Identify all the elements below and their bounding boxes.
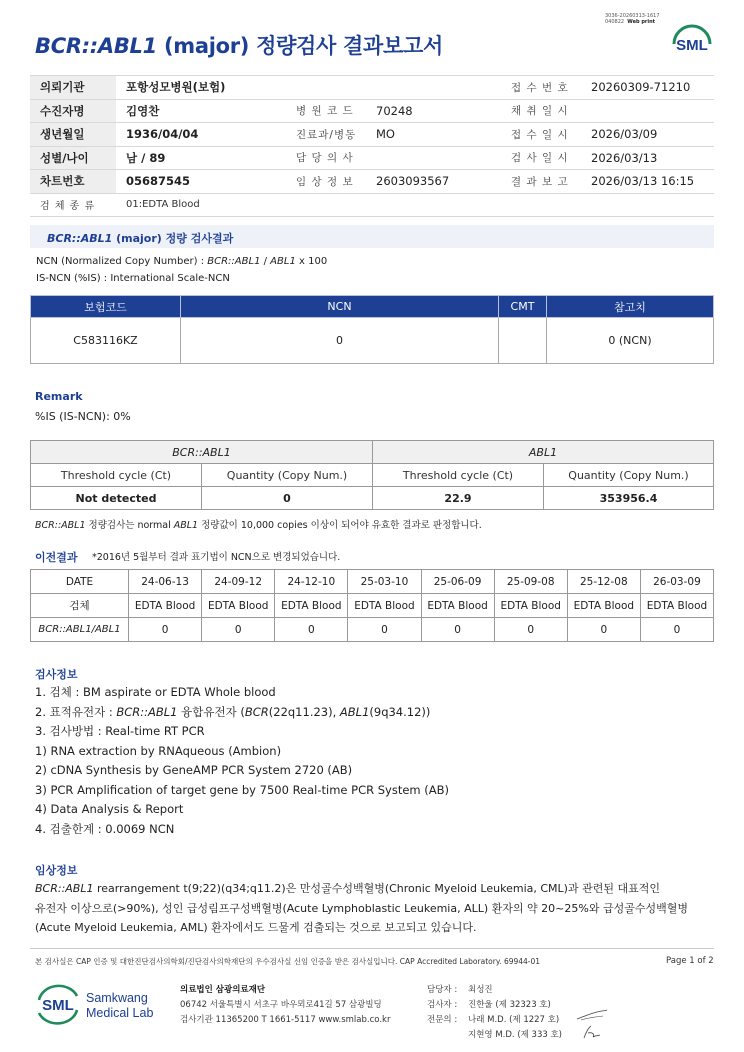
test-info-list [35,683,449,839]
history-cell: 25-03-10 [348,570,421,594]
info-label: 차트번호 [30,170,116,194]
clinical-info-text: BCR::ABL1 rearrangement t(9;22)(q34;q11.2)은 만성골수성백혈병(Chronic Myeloid Leukemia, CML)과 관련된 대표적인 유전자 이상으로(>90%), 성인 급성림프구성백혈병(Acute Lymphoblastic Leukemia, ALL) 환자의 약 20~25%와 급성골수성백혈병 (Acute Myeloid Leukemia, AML) 환자에서도 드물게 검출되는 것으로 보고되고 있습니다. [35,882,688,934]
ct-group-bcr-abl1: BCR::ABL1 [31,441,373,464]
history-cell: EDTA Blood [202,594,275,618]
history-cell: EDTA Blood [640,594,713,618]
info-label: 채 취 일 시 [501,99,581,123]
history-row-label: 검체 [31,594,129,618]
history-cell: 26-03-09 [640,570,713,594]
test-info-line: 4. 검출한계 : 0.0069 NCN [35,821,175,836]
section-title-bar: BCR::ABL1 (major) 정량 검사결과 [30,225,714,248]
previous-results-table [30,569,714,642]
history-row-label: BCR::ABL1/ABL1 [31,618,129,642]
history-cell: EDTA Blood [348,594,421,618]
patient-info-row [30,99,714,123]
info-value: 20260309-71210 [581,76,714,100]
info-label: 병 원 코 드 [286,99,366,123]
test-info-line: 2. 표적유전자 : BCR::ABL1 융합유전자 (BCR(22q11.23), ABL1(9q34.12)) [35,704,431,719]
header-insurance-code: 보험코드 [31,296,181,318]
info-label: 생년월일 [30,123,116,147]
info-value: 김영찬 [116,99,286,123]
ct-table [30,440,714,510]
history-cell: 0 [640,618,713,642]
svg-text:Medical Lab: Medical Lab [86,1006,154,1020]
info-label: 성별/나이 [30,146,116,170]
info-label: 결 과 보 고 [501,170,581,194]
info-value: 2026/03/13 16:15 [581,170,714,194]
ct-subheader: Quantity (Copy Num.) [202,464,373,487]
patient-info-row [30,76,714,100]
info-label [286,76,366,100]
report-title: BCR::ABL1 (major) 정량검사 결과보고서 [35,34,443,58]
ct-value: 353956.4 [544,487,714,510]
info-value: 남 / 89 [116,146,286,170]
ct-group-abl1: ABL1 [373,441,714,464]
svg-text:Samkwang: Samkwang [86,991,148,1005]
history-cell: 24-12-10 [275,570,348,594]
previous-results-title: 이전결과 [35,551,78,564]
info-value: 2603093567 [366,170,501,194]
header-cmt: CMT [499,296,547,318]
info-value: 2026/03/09 [581,123,714,147]
organization-info: 의료법인 삼광의료재단 06742 서울특별시 서초구 바우뫼로41길 57 삼광빌딩 검사기관 11365200 T 1661-5117 www.smlab.co.kr [180,985,391,1025]
history-cell: EDTA Blood [129,594,202,618]
history-row [31,570,714,594]
history-cell: 25-09-08 [494,570,567,594]
info-value: 1936/04/04 [116,123,286,147]
clinical-info-title: 임상정보 [35,864,78,877]
cell-ncn: 0 [181,318,499,364]
svg-text:SML: SML [42,997,74,1014]
test-info-line: 3) PCR Amplification of target gene by 7500 Real-time PCR System (AB) [35,782,450,797]
patient-info-table [30,75,714,217]
history-cell: EDTA Blood [494,594,567,618]
history-cell: 0 [275,618,348,642]
history-cell: 25-06-09 [421,570,494,594]
patient-info-row [30,123,714,147]
specimen-row [30,193,714,217]
staff-row: 지현영 M.D. (제 333 호) [468,1030,563,1040]
test-info-title: 검사정보 [35,668,78,681]
info-value [366,146,501,170]
ct-value: Not detected [31,487,202,510]
history-cell: 0 [494,618,567,642]
history-cell: EDTA Blood [567,594,640,618]
sml-logo-icon [670,22,714,62]
info-value: 2026/03/13 [581,146,714,170]
samkwang-logo-icon [36,982,158,1026]
test-info-line: 3. 검사방법 : Real-time RT PCR [35,724,205,738]
cell-reference: 0 (NCN) [547,318,714,364]
header-reference: 참고치 [547,296,714,318]
info-label: 검 사 일 시 [501,146,581,170]
test-info-line: 4) Data Analysis & Report [35,802,184,816]
ncn-definition: NCN (Normalized Copy Number) : BCR::ABL1 / ABL1 x 100 [36,256,328,267]
isncn-definition: IS-NCN (%IS) : International Scale-NCN [36,273,230,284]
ct-value: 22.9 [373,487,544,510]
info-label: 수진자명 [30,99,116,123]
staff-row: 담당자 : 최성진 [427,985,493,995]
history-cell: 0 [421,618,494,642]
history-row [31,594,714,618]
test-info-line: 1) RNA extraction by RNAqueous (Ambion) [35,743,282,758]
document-code: 3036-20260313-1617 040822 Web print [605,13,660,25]
staff-row: 검사자 : 진한울 (제 32323 호) [427,1000,551,1010]
remark-value: %IS (IS-NCN): 0% [35,410,131,423]
patient-info-row [30,170,714,194]
info-value: 05687545 [116,170,286,194]
ct-subheader: Threshold cycle (Ct) [373,464,544,487]
history-cell: 24-09-12 [202,570,275,594]
previous-results-note: *2016년 5월부터 결과 표기법이 NCN으로 변경되었습니다. [92,552,341,563]
staff-row: 전문의 : 나래 M.D. (제 1227 호) [427,1015,560,1025]
certification-note: 본 검사실은 CAP 인증 및 대한진단검사의학회/진단검사의학재단의 우수검사실 신임 인증을 받은 검사실입니다. CAP Accredited Laboratory. 69944-01 [35,957,541,966]
history-row-label: DATE [31,570,129,594]
info-label: 접 수 번 호 [501,76,581,100]
ct-value: 0 [202,487,373,510]
history-cell: 24-06-13 [129,570,202,594]
patient-info-row [30,146,714,170]
cell-insurance-code: C583116KZ [31,318,181,364]
specimen-label: 검 체 종 류 [30,193,116,217]
info-label: 의뢰기관 [30,76,116,100]
test-info-line: 1. 검체 : BM aspirate or EDTA Whole blood [35,685,276,699]
ct-subheader: Threshold cycle (Ct) [31,464,202,487]
history-cell: 0 [129,618,202,642]
history-cell: 0 [567,618,640,642]
ct-validity-note: BCR::ABL1 정량검사는 normal ABL1 정량값이 10,000 copies 이상이 되어야 유효한 결과로 판정합니다. [35,520,482,531]
cell-cmt [499,318,547,364]
history-cell: EDTA Blood [421,594,494,618]
info-value: 70248 [366,99,501,123]
history-row [31,618,714,642]
footer-divider [30,948,714,949]
history-cell: 0 [202,618,275,642]
info-value [581,99,714,123]
specimen-value: 01:EDTA Blood [116,193,714,217]
info-label: 담 당 의 사 [286,146,366,170]
history-cell: EDTA Blood [275,594,348,618]
signature-icon [580,1024,602,1040]
result-table [30,295,714,364]
info-value: 포항성모병원(보험) [116,76,286,100]
info-value [366,76,501,100]
svg-text:SML: SML [676,37,708,54]
ct-subheader: Quantity (Copy Num.) [544,464,714,487]
history-cell: 25-12-08 [567,570,640,594]
info-value: MO [366,123,501,147]
info-label: 임 상 정 보 [286,170,366,194]
signature-icon [575,1008,609,1022]
remark-title: Remark [35,390,83,403]
test-info-line: 2) cDNA Synthesis by GeneAMP PCR System 2720 (AB) [35,763,353,777]
info-label: 진료과/병동 [286,123,366,147]
info-label: 접 수 일 시 [501,123,581,147]
staff-list [427,983,562,1043]
page-number: Page 1 of 2 [666,956,714,966]
header-ncn: NCN [181,296,499,318]
history-cell: 0 [348,618,421,642]
